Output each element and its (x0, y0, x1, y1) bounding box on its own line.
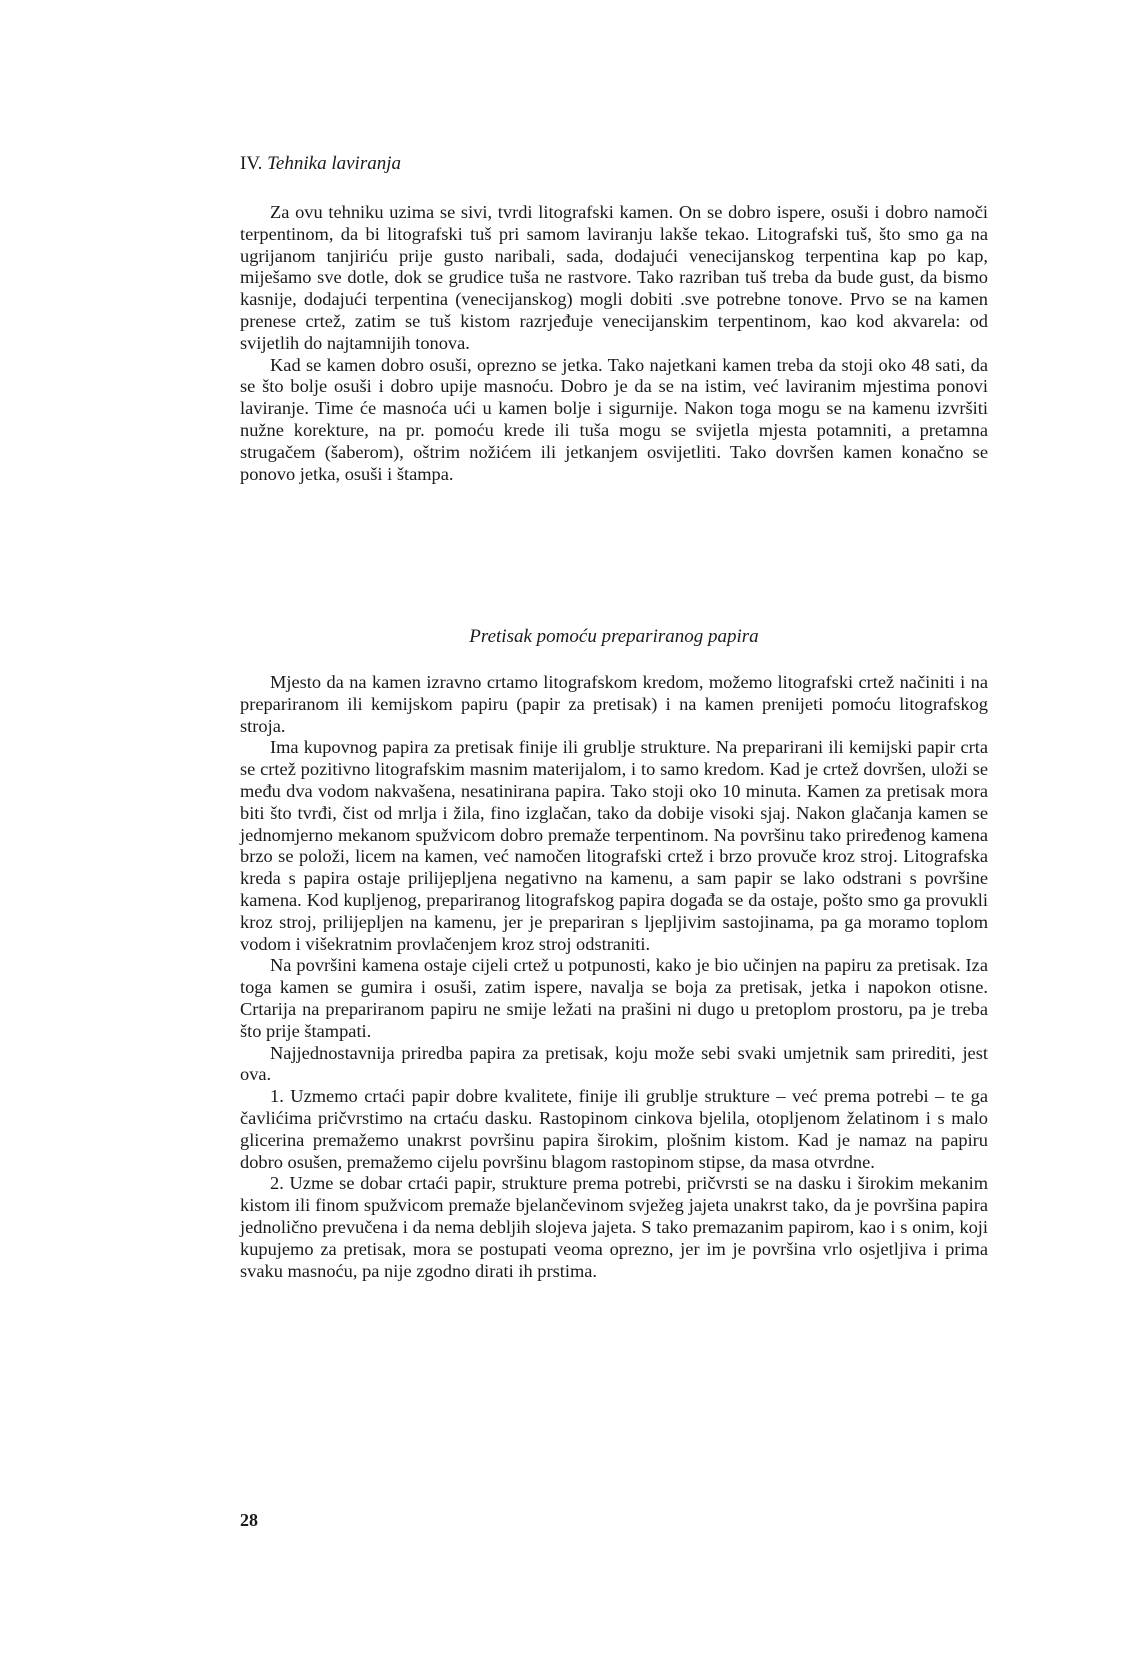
paragraph: Ima kupovnog papira za pretisak finije ili grublje strukture. Na preparirani ili kemijski papir crta se crtež pozitivno litografskim masnim materijalom, i to samo kredom. Kad je crtež dovršen, uloži se među dva vodom nakvašena, nesatinirana papira. Tako stoji oko 10 minuta. Kamen za pretisak mora biti što tvrđi, čist od mrlja i žila, fino izglačan, tako da dobije visoki sjaj. Nakon glačanja kamen se jednomjerno mekanom spužvicom dobro premaže terpentinom. Na površinu tako priređenog kamena brzo se položi, licem na kamen, već namočen litografski crtež i brzo provuče kroz stroj. Litografska kreda s papira ostaje prilijepljena negativno na kamenu, a sam papir se lako odstrani s površine kamena. Kod kupljenog, prepariranog litografskog papira događa se da ostaje, pošto smo ga provukli kroz stroj, prilijepljen na kamenu, jer je prepariran s ljepljivim sastojinama, pa ga moramo toplom vodom i višekratnim provlačenjem kroz stroj odstraniti. (240, 737, 988, 954)
paragraph: Na površini kamena ostaje cijeli crtež u potpunosti, kako je bio učinjen na papiru za pretisak. Iza toga kamen se gumira i osuši, zatim ispere, navalja se boja za pretisak, jetka i napokon otisne. Crtarija na prepariranom papiru ne smije ležati na prašini ni dugo u pretoplom prostoru, pa je treba što prije štampati. (240, 955, 988, 1041)
page-number: 28 (240, 1510, 258, 1530)
section-body (240, 202, 988, 485)
paragraph: Za ovu tehniku uzima se sivi, tvrdi litografski kamen. On se dobro ispere, osuši i dobro namoči terpentinom, da bi litografski tuš pri samom laviranju lakše tekao. Litografski tuš, što smo ga na ugrijanom tanjiriću prije gusto naribali, sada, dodajući venecijanskog terpentina kap po kap, miješamo sve dotle, dok se grudice tuša ne rastvore. Tako razriban tuš treba da bude gust, da bismo kasnije, dodajući terpentina (venecijanskog) mogli dobiti .sve potrebne tonove. Prvo se na kamen prenese crtež, zatim se tuš kistom razrjeđuje venecijanskim terpentinom, kao kod akvarela: od svijetlih do najtamnijih tonova. (240, 202, 988, 353)
book-page (240, 0, 988, 1654)
section-number: IV. (240, 153, 263, 174)
subsection-body (240, 672, 988, 1282)
paragraph: 1. Uzmemo crtaći papir dobre kvalitete, finije ili grublje strukture – već prema potrebi – te ga čavlićima pričvrstimo na crtaću dasku. Rastopinom cinkova bjelila, otopljenom želatinom i s malo glicerina premažemo unakrst površinu papira širokim, plošnim kistom. Kad je namaz na papiru dobro osušen, premažemo cijelu površinu blagom rastopinom stipse, da masa otvrdne. (240, 1086, 988, 1172)
paragraph: Kad se kamen dobro osuši, oprezno se jetka. Tako najetkani kamen treba da stoji oko 48 sati, da se što bolje osuši i dobro upije masnoću. Dobro je da se na istim, već laviranim mjestima ponovi laviranje. Time će masnoća ući u kamen bolje i sigurnije. Nakon toga mogu se na kamenu izvršiti nužne korekture, na pr. pomoću krede ili tuša mogu se svijetla mjesta potamniti, a pretamna strugačem (šaberom), oštrim nožićem ili jetkanjem osvijetliti. Tako dovršen kamen konačno se ponovo jetka, osuši i štampa. (240, 354, 988, 484)
subsection-title: Pretisak pomoću prepariranog papira (469, 626, 759, 647)
paragraph: Mjesto da na kamen izravno crtamo litografskom kredom, možemo litografski crtež načiniti i na prepariranom ili kemijskom papiru (papir za pretisak) i na kamen prenijeti pomoću litografskog stroja. (240, 672, 988, 736)
section-heading (240, 153, 401, 175)
section-title: Tehnika laviranja (267, 153, 401, 174)
paragraph: Najjednostavnija priredba papira za pretisak, koju može sebi svaki umjetnik sam prirediti, jest ova. (240, 1042, 988, 1085)
paragraph: 2. Uzme se dobar crtaći papir, strukture prema potrebi, pričvrsti se na dasku i širokim mekanim kistom ili finom spužvicom premaže bjelančevinom svježeg jajeta unakrst tako, da je površina papira jednolično prevučena i da nema debljih slojeva jajeta. S tako premazanim papirom, kao i s onim, koji kupujemo za pretisak, mora se postupati veoma oprezno, jer im je površina vrlo osjetljiva i prima svaku masnoću, pa nije zgodno dirati ih prstima. (240, 1173, 988, 1281)
